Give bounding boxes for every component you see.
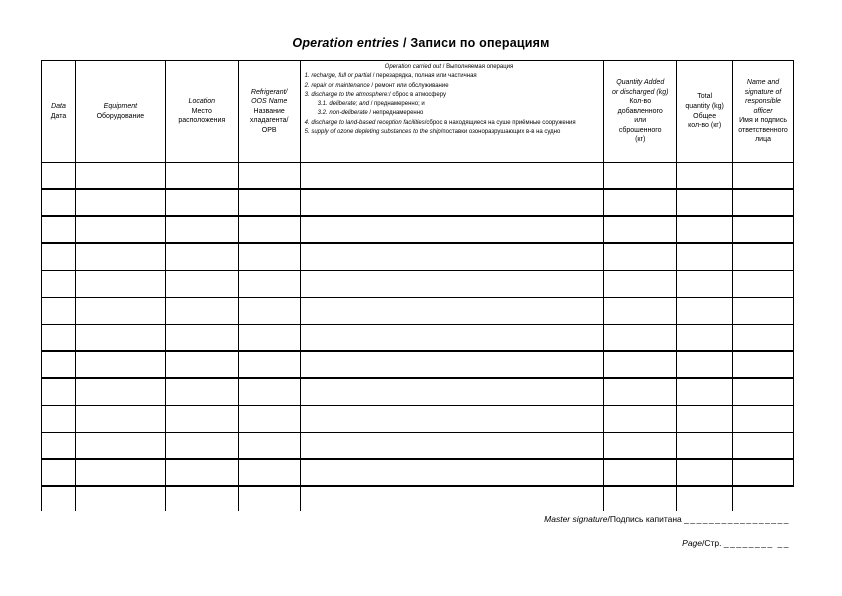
table-cell [42, 460, 76, 485]
table-cell [166, 379, 239, 405]
table-cell [239, 271, 301, 297]
col-header-quantity-added [604, 61, 677, 162]
table-cell [42, 433, 76, 458]
table-cell [733, 352, 794, 377]
table-row [42, 244, 794, 271]
table-cell [76, 271, 166, 297]
table-cell [301, 487, 605, 511]
page-title [0, 36, 842, 50]
table-cell [42, 244, 76, 270]
header-line: Data [51, 102, 66, 110]
operation-title-ru: Выполняемая операция [446, 64, 514, 70]
table-cell [604, 163, 677, 188]
table-cell [677, 406, 733, 432]
table-row [42, 217, 794, 244]
page-title-en: Operation entries [292, 36, 400, 50]
col-header-total-quantity [677, 61, 733, 162]
header-line: Место [191, 107, 212, 115]
operations-table [41, 60, 794, 511]
table-cell [42, 406, 76, 432]
table-cell [677, 244, 733, 270]
col-header-operation [301, 61, 605, 162]
table-cell [301, 298, 605, 324]
table-row [42, 379, 794, 406]
table-cell [604, 406, 677, 432]
table-cell [76, 487, 166, 511]
table-cell [604, 217, 677, 242]
table-cell [42, 325, 76, 350]
col-header-refrigerant [239, 61, 301, 162]
header-line: Оборудование [96, 112, 145, 120]
table-cell [301, 460, 605, 485]
header-line: ОРВ [261, 126, 277, 134]
header-line: or discharged (kg) [612, 88, 669, 96]
table-cell [733, 460, 794, 485]
header-line: OOS Name [251, 98, 288, 106]
table-cell [604, 487, 677, 511]
table-cell [42, 352, 76, 377]
master-signature-label-ru: /Подпись капитана [607, 514, 685, 524]
operation-item: 2. repair or maintenance / ремонт или обслуживание [304, 82, 449, 89]
table-cell [301, 190, 605, 215]
operation-item: 5. supply of ozone depleting substances to the ship/поставки озоноразрушающих в-в на судно [304, 129, 561, 136]
table-row [42, 406, 794, 433]
master-signature-blank: _________________ [684, 514, 790, 524]
table-cell [239, 217, 301, 242]
header-line: Имя и подпись [739, 117, 787, 125]
table-row [42, 163, 794, 190]
table-cell [166, 163, 239, 188]
table-cell [42, 271, 76, 297]
table-cell [239, 433, 301, 458]
table-row [42, 460, 794, 487]
col-header-equipment [76, 61, 166, 162]
table-cell [42, 163, 76, 188]
header-line: Quantity Added [616, 78, 665, 86]
table-cell [76, 379, 166, 405]
table-cell [239, 325, 301, 350]
table-cell [733, 325, 794, 350]
table-cell [604, 271, 677, 297]
table-cell [604, 433, 677, 458]
master-signature-label-en: Master signature [544, 514, 608, 524]
table-cell [733, 163, 794, 188]
table-body [42, 163, 794, 511]
col-header-location [166, 61, 239, 162]
table-row [42, 352, 794, 379]
table-cell [76, 460, 166, 485]
page-label-ru: /Стр. [702, 538, 724, 548]
table-row [42, 325, 794, 352]
table-cell [301, 163, 605, 188]
header-line: кол-во (кг) [688, 122, 722, 130]
table-cell [76, 433, 166, 458]
table-cell [239, 190, 301, 215]
table-cell [166, 352, 239, 377]
table-cell [301, 271, 605, 297]
header-line: сброшенного [618, 126, 662, 134]
header-line: responsible [745, 98, 781, 106]
table-cell [239, 487, 301, 511]
header-line: лица [755, 136, 771, 144]
table-cell [733, 244, 794, 270]
table-cell [76, 406, 166, 432]
header-line: ответственного [738, 126, 788, 134]
header-line: или [634, 117, 647, 125]
table-cell [604, 325, 677, 350]
table-cell [76, 298, 166, 324]
table-cell [166, 271, 239, 297]
table-cell [239, 406, 301, 432]
table-cell [677, 163, 733, 188]
operation-item: 3.1. deliberate; and / преднамеренно; и [317, 101, 425, 108]
operation-item: 3.2. non-deliberate / непреднамеренно [317, 110, 424, 117]
master-signature-line [544, 514, 790, 524]
table-cell [301, 325, 605, 350]
table-cell [677, 433, 733, 458]
table-cell [76, 244, 166, 270]
header-line: добавленного [617, 107, 663, 115]
table-cell [677, 190, 733, 215]
table-cell [604, 352, 677, 377]
header-line: расположения [178, 117, 226, 125]
table-cell [677, 460, 733, 485]
table-cell [733, 406, 794, 432]
table-cell [166, 217, 239, 242]
page-title-ru: Записи по операциям [410, 36, 550, 50]
table-cell [76, 190, 166, 215]
table-cell [301, 433, 605, 458]
operation-item: 1. recharge, full or partial / перезарядка, полная или частичная [304, 73, 477, 80]
table-cell [733, 217, 794, 242]
operation-header-title [305, 63, 594, 72]
table-cell [42, 217, 76, 242]
table-cell [604, 244, 677, 270]
table-cell [677, 379, 733, 405]
table-cell [733, 433, 794, 458]
table-cell [677, 298, 733, 324]
header-line: officer [753, 107, 773, 115]
header-line: Общее [693, 112, 717, 120]
table-cell [604, 460, 677, 485]
table-row [42, 487, 794, 511]
table-cell [239, 244, 301, 270]
table-cell [733, 271, 794, 297]
table-cell [301, 217, 605, 242]
operation-item: 4. discharge to land-based reception facilities/сброс в находящиеся на суше приёмные сооружения [304, 119, 576, 126]
header-line: Refrigerant/ [250, 88, 288, 96]
table-cell [42, 190, 76, 215]
table-cell [733, 190, 794, 215]
table-cell [604, 190, 677, 215]
table-cell [76, 352, 166, 377]
header-line: Дата [50, 112, 67, 120]
header-line: Название [253, 107, 285, 115]
page-label-en: Page [682, 538, 703, 548]
table-cell [239, 163, 301, 188]
table-cell [733, 379, 794, 405]
header-line: Кол-во [629, 98, 652, 106]
header-line: (кг) [635, 136, 646, 144]
table-cell [166, 190, 239, 215]
table-row [42, 298, 794, 325]
table-cell [677, 487, 733, 511]
table-cell [42, 487, 76, 511]
table-cell [42, 379, 76, 405]
table-cell [604, 379, 677, 405]
table-cell [677, 325, 733, 350]
table-cell [239, 460, 301, 485]
table-cell [301, 406, 605, 432]
table-header-row [42, 61, 794, 163]
table-row [42, 271, 794, 298]
col-header-officer [733, 61, 794, 162]
table-row [42, 433, 794, 460]
operation-title-sep: / [441, 64, 447, 70]
table-cell [166, 487, 239, 511]
table-cell [166, 298, 239, 324]
header-line: Total [697, 93, 713, 101]
header-line: Name and [746, 78, 780, 86]
table-cell [76, 217, 166, 242]
page-title-sep: / [399, 36, 411, 50]
operation-title-en: Operation carried out [384, 64, 442, 70]
table-cell [239, 379, 301, 405]
table-cell [166, 406, 239, 432]
table-cell [76, 325, 166, 350]
table-cell [76, 163, 166, 188]
table-cell [604, 298, 677, 324]
table-cell [166, 460, 239, 485]
page-number-line [682, 538, 790, 548]
operation-list [305, 72, 594, 137]
table-row [42, 190, 794, 217]
header-line: Equipment [103, 102, 138, 110]
table-cell [301, 352, 605, 377]
table-cell [301, 379, 605, 405]
table-cell [239, 352, 301, 377]
table-cell [677, 352, 733, 377]
header-line: Location [188, 98, 216, 106]
table-cell [239, 298, 301, 324]
table-cell [733, 487, 794, 511]
table-cell [677, 271, 733, 297]
page-number-blank: ________ __ [723, 538, 790, 548]
header-line: signature of [744, 88, 782, 96]
header-line: хладагента/ [249, 117, 289, 125]
table-cell [677, 217, 733, 242]
header-line: quantity (kg) [685, 102, 724, 110]
operation-item: 3. discharge to the atmosphere:/ сброс в атмосферу [304, 91, 446, 98]
table-cell [166, 433, 239, 458]
table-cell [42, 298, 76, 324]
table-cell [166, 325, 239, 350]
col-header-date [42, 61, 76, 162]
table-cell [301, 244, 605, 270]
table-cell [166, 244, 239, 270]
table-cell [733, 298, 794, 324]
